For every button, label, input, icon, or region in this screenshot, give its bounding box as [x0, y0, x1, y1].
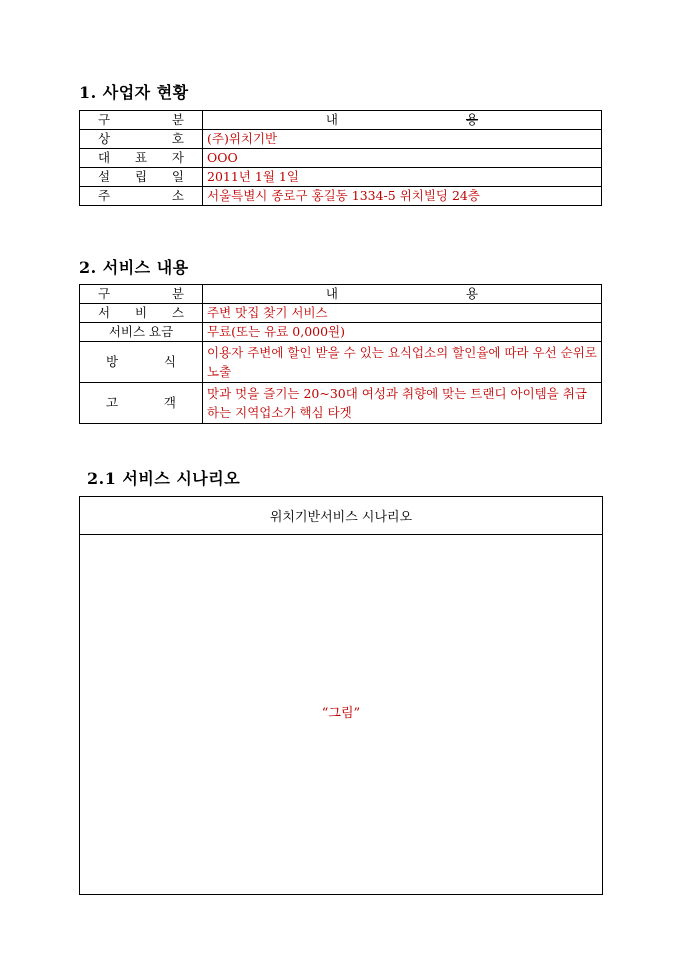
row-value-ceo: OOO	[203, 149, 602, 168]
scenario-image-placeholder: “그림”	[321, 706, 361, 721]
label-char: 자	[171, 150, 184, 165]
scenario-box	[79, 496, 603, 895]
row-value-customer: 맛과 멋을 즐기는 20~30대 여성과 취향에 맞는 트랜디 아이템을 취급하는 지역업소가 핵심 타겟	[203, 383, 602, 424]
section2-title: 2. 서비스 내용	[79, 258, 189, 277]
row-label-trade-name	[80, 130, 203, 149]
header-char: 분	[171, 112, 184, 127]
label-char: 대	[98, 150, 111, 165]
header-char: 내	[325, 286, 338, 301]
header-char: 내	[325, 112, 338, 127]
table-row	[80, 149, 602, 168]
row-label-founded	[80, 168, 203, 187]
row-label-fee: 서비스 요금	[80, 323, 203, 342]
header-char: 구	[98, 286, 111, 301]
label-char: 립	[134, 169, 148, 184]
section21-title: 2.1 서비스 시나리오	[87, 469, 241, 488]
table-row	[80, 342, 602, 383]
scenario-box-title: 위치기반서비스 시나리오	[80, 497, 602, 535]
label-char: 식	[163, 354, 176, 369]
label-char: 서	[98, 305, 111, 320]
header-content	[203, 111, 602, 130]
business-status-table	[79, 110, 602, 206]
row-value-fee: 무료(또는 유료 0,000원)	[203, 323, 602, 342]
table-row	[80, 168, 602, 187]
table-header-row	[80, 111, 602, 130]
table-row	[80, 383, 602, 424]
row-value-founded: 2011년 1월 1일	[203, 168, 602, 187]
header-content	[203, 285, 602, 304]
label-char: 비	[134, 305, 148, 320]
label-char: 일	[171, 169, 184, 184]
header-category	[80, 111, 203, 130]
table-row	[80, 130, 602, 149]
header-category	[80, 285, 203, 304]
label-char: 소	[171, 188, 184, 203]
row-value-service: 주변 맛집 찾기 서비스	[203, 304, 602, 323]
label-char: 표	[134, 150, 148, 165]
section1-title: 1. 사업자 현황	[79, 83, 189, 102]
row-label-ceo	[80, 149, 203, 168]
table-header-row	[80, 285, 602, 304]
row-label-customer	[80, 383, 203, 424]
row-value-address: 서울특별시 종로구 홍길동 1334-5 위치빌딩 24층	[203, 187, 602, 206]
header-char: 분	[171, 286, 184, 301]
header-char: 용	[466, 286, 479, 301]
row-value-method: 이용자 주변에 할인 받을 수 있는 요식업소의 할인율에 따라 우선 순위로 노출	[203, 342, 602, 383]
label-char: 스	[171, 305, 184, 320]
label-char: 주	[98, 188, 111, 203]
label-char: 객	[163, 395, 176, 410]
label-char: 방	[106, 354, 119, 369]
row-label-service	[80, 304, 203, 323]
row-label-method	[80, 342, 203, 383]
table-row	[80, 187, 602, 206]
header-char: 용	[466, 112, 479, 127]
header-char: 구	[98, 112, 111, 127]
row-label-address	[80, 187, 203, 206]
label-char: 상	[98, 131, 111, 146]
label-char: 고	[106, 395, 119, 410]
table-row	[80, 323, 602, 342]
row-value-trade-name: (주)위치기반	[203, 130, 602, 149]
label-char: 설	[98, 169, 111, 184]
table-row	[80, 304, 602, 323]
service-content-table	[79, 284, 602, 424]
label-char: 호	[171, 131, 184, 146]
